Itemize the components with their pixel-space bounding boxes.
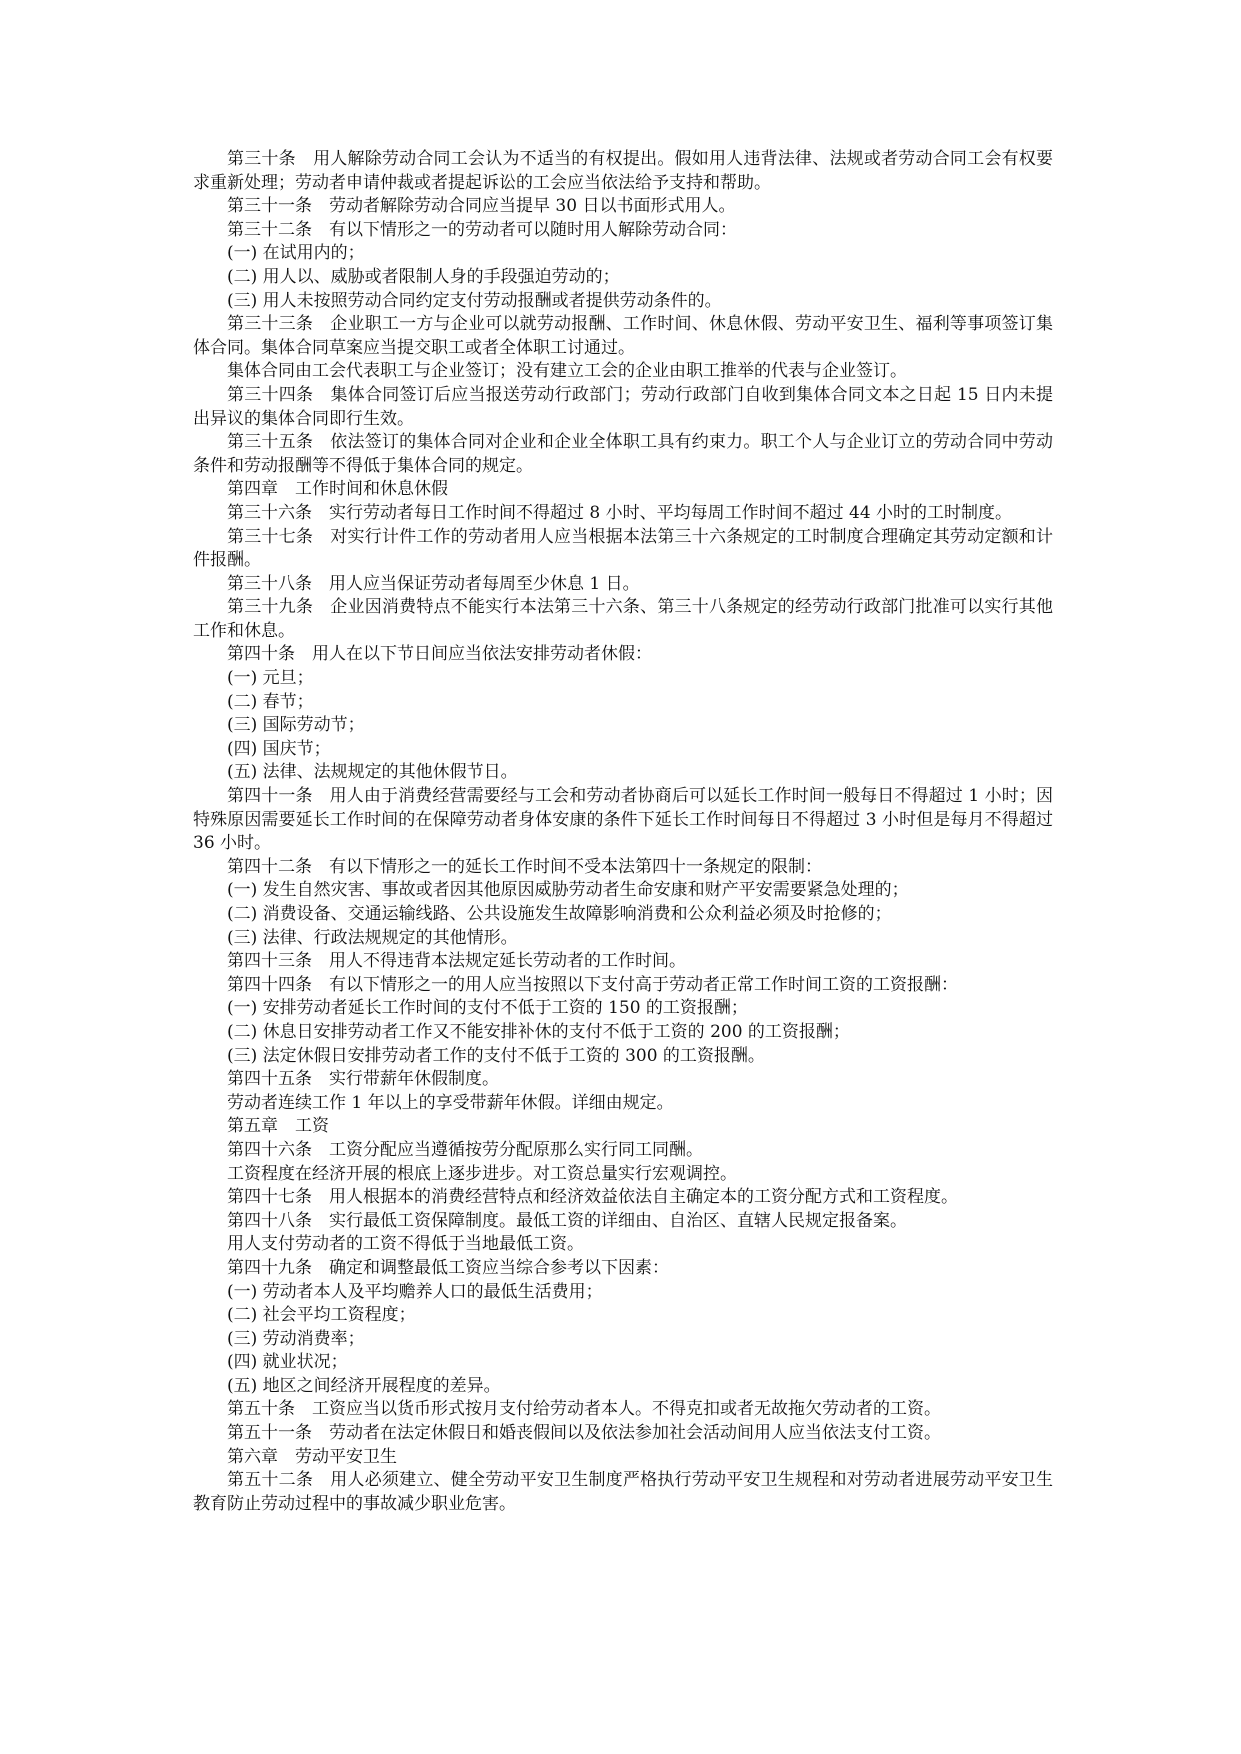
list-item: (一) 安排劳动者延长工作时间的支付不低于工资的 150 的工资报酬； <box>227 998 748 1019</box>
document-page <box>193 148 1053 1516</box>
paragraph: 第四十七条 用人根据本的消费经营特点和经济效益依法自主确定本的工资分配方式和工资程度。 <box>227 1187 958 1208</box>
paragraph: 劳动者连续工作 1 年以上的享受带薪年休假。详细由规定。 <box>227 1092 674 1113</box>
list-item: (二) 休息日安排劳动者工作又不能安排补休的支付不低于工资的 200 的工资报酬； <box>227 1021 850 1042</box>
paragraph: 第三十五条 依法签订的集体合同对企业和企业全体职工具有约束力。职工个人与企业订立的劳动合同中劳动条件和劳动报酬等不得低于集体合同的规定。 <box>193 432 1053 476</box>
paragraph: 第三十一条 劳动者解除劳动合同应当提早 30 日以书面形式用人。 <box>227 196 736 217</box>
paragraph: 第四十八条 实行最低工资保障制度。最低工资的详细由、自治区、直辖人民规定报备案。 <box>227 1210 907 1231</box>
list-item: (三) 法律、行政法规规定的其他情形。 <box>227 927 518 948</box>
paragraph: 第四十二条 有以下情形之一的延长工作时间不受本法第四十一条规定的限制： <box>227 856 822 877</box>
list-item: (一) 劳动者本人及平均赡养人口的最低生活费用； <box>227 1281 603 1302</box>
paragraph: 用人支付劳动者的工资不得低于当地最低工资。 <box>227 1234 584 1255</box>
paragraph: 第四十九条 确定和调整最低工资应当综合参考以下因素： <box>227 1257 669 1278</box>
list-item: (二) 春节； <box>227 691 314 712</box>
list-item: (三) 用人未按照劳动合同约定支付劳动报酬或者提供劳动条件的。 <box>227 290 722 311</box>
list-item: (一) 元旦； <box>227 668 314 689</box>
paragraph: 第三十九条 企业因消费特点不能实行本法第三十六条、第三十八条规定的经劳动行政部门批准可以实行其他工作和休息。 <box>193 597 1053 641</box>
chapter-heading: 第五章 工资 <box>227 1116 329 1137</box>
list-item: (一) 发生自然灾害、事故或者因其他原因威胁劳动者生命安康和财产平安需要紧急处理的； <box>227 880 909 901</box>
list-item: (二) 消费设备、交通运输线路、公共设施发生故障影响消费和公众利益必须及时抢修的； <box>227 904 892 924</box>
paragraph: 第三十六条 实行劳动者每日工作时间不得超过 8 小时、平均每周工作时间不超过 44 小时的工时制度。 <box>227 502 1013 523</box>
paragraph: 第四十三条 用人不得违背本法规定延长劳动者的工作时间。 <box>227 951 686 972</box>
list-item: (五) 地区之间经济开展程度的差异。 <box>227 1375 501 1396</box>
paragraph: 第四十六条 工资分配应当遵循按劳分配原那么实行同工同酬。 <box>227 1139 703 1160</box>
paragraph: 第四十五条 实行带薪年休假制度。 <box>227 1069 499 1090</box>
chapter-heading: 第四章 工作时间和休息休假 <box>227 479 448 500</box>
paragraph: 第四十四条 有以下情形之一的用人应当按照以下支付高于劳动者正常工作时间工资的工资报酬： <box>227 974 958 995</box>
paragraph: 第四十条 用人在以下节日间应当依法安排劳动者休假： <box>227 644 652 665</box>
list-item: (三) 法定休假日安排劳动者工作的支付不低于工资的 300 的工资报酬。 <box>227 1045 765 1066</box>
paragraph: 第三十八条 用人应当保证劳动者每周至少休息 1 日。 <box>227 573 640 594</box>
list-item: (二) 社会平均工资程度； <box>227 1305 416 1326</box>
list-item: (五) 法律、法规规定的其他休假节日。 <box>227 762 518 783</box>
list-item: (二) 用人以、威胁或者限制人身的手段强迫劳动的； <box>227 266 620 287</box>
paragraph: 工资程度在经济开展的根底上逐步进步。对工资总量实行宏观调控。 <box>227 1163 737 1184</box>
list-item: (四) 就业状况； <box>227 1352 348 1373</box>
paragraph: 第五十一条 劳动者在法定休假日和婚丧假间以及依法参加社会活动间用人应当依法支付工资。 <box>227 1423 941 1444</box>
list-item: (三) 国际劳动节； <box>227 715 365 736</box>
paragraph: 第五十二条 用人必须建立、健全劳动平安卫生制度严格执行劳动平安卫生规程和对劳动者进展劳动平安卫生教育防止劳动过程中的事故减少职业危害。 <box>193 1470 1053 1514</box>
paragraph: 集体合同由工会代表职工与企业签订；没有建立工会的企业由职工推举的代表与企业签订。 <box>227 361 907 382</box>
paragraph: 第五十条 工资应当以货币形式按月支付给劳动者本人。不得克扣或者无故拖欠劳动者的工资。 <box>227 1399 941 1420</box>
list-item: (一) 在试用内的； <box>227 243 365 264</box>
paragraph: 第四十一条 用人由于消费经营需要经与工会和劳动者协商后可以延长工作时间一般每日不得超过 1 小时；因特殊原因需要延长工作时间的在保障劳动者身体安康的条件下延长工作时间每日不得超过 3 小时但是每月不得超过 36 小时。 <box>193 786 1053 854</box>
paragraph: 第三十三条 企业职工一方与企业可以就劳动报酬、工作时间、休息休假、劳动平安卫生、福利等事项签订集体合同。集体合同草案应当提交职工或者全体职工讨通过。 <box>193 314 1053 358</box>
paragraph: 第三十四条 集体合同签订后应当报送劳动行政部门；劳动行政部门自收到集体合同文本之日起 15 日内未提出异议的集体合同即行生效。 <box>193 384 1053 429</box>
list-item: (四) 国庆节； <box>227 738 331 759</box>
chapter-heading: 第六章 劳动平安卫生 <box>227 1446 397 1467</box>
paragraph: 第三十二条 有以下情形之一的劳动者可以随时用人解除劳动合同： <box>227 219 737 240</box>
list-item: (三) 劳动消费率； <box>227 1328 365 1349</box>
paragraph: 第三十条 用人解除劳动合同工会认为不适当的有权提出。假如用人违背法律、法规或者劳动合同工会有权要求重新处理；劳动者申请仲裁或者提起诉讼的工会应当依法给予支持和帮助。 <box>193 149 1053 193</box>
paragraph: 第三十七条 对实行计件工作的劳动者用人应当根据本法第三十六条规定的工时制度合理确定其劳动定额和计件报酬。 <box>193 526 1053 571</box>
